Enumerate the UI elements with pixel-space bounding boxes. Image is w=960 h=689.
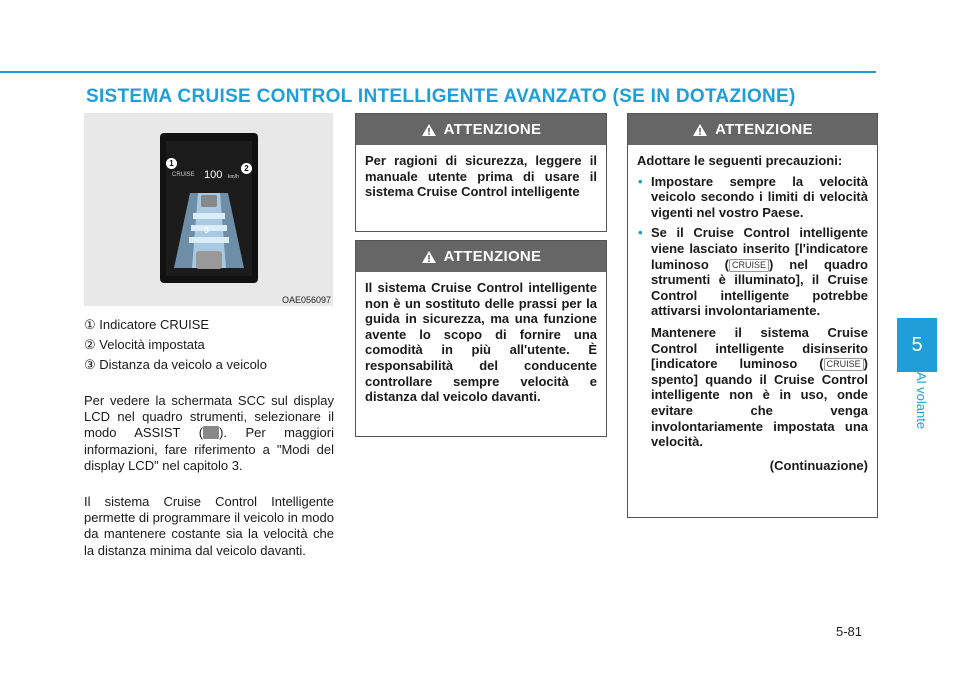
- speed-text: 100: [204, 169, 223, 181]
- precaution-text: Se il Cruise Control intelligente viene lasciato inserito [l'indicatore luminoso (: [651, 225, 868, 272]
- cruise-indicator-icon: CRUISE: [824, 358, 864, 371]
- legend-number: ③: [84, 357, 96, 372]
- callout-3: 3: [204, 226, 209, 235]
- lcd-display-image: [160, 133, 258, 283]
- warning-heading: ATTENZIONE: [443, 121, 542, 138]
- continuation-note: (Continuazione): [769, 457, 868, 473]
- precaution-text: Impostare sempre la velocità veicolo secondo i limiti di velocità vigenti nel vostro Paese.: [651, 173, 868, 220]
- figure-legend: [84, 315, 334, 375]
- warning-triangle-icon: [421, 123, 437, 137]
- warning-text: Per ragioni di sicurezza, leggere il manuale utente prima di usare il sistema Cruise Control intelligente: [365, 153, 597, 200]
- precaution-text: ) spento] quando il Cruise Control intelligente non è in uso, onde evitare che venga involontariamente impostata una velocità.: [651, 356, 868, 450]
- warning-triangle-icon: [421, 250, 437, 264]
- precaution-subparagraph: [637, 325, 868, 450]
- callout-1: 1: [166, 158, 177, 169]
- warning-heading: ATTENZIONE: [715, 121, 813, 138]
- legend-item: [84, 315, 334, 335]
- body-paragraph-1: [84, 393, 334, 474]
- warning-header: [356, 114, 606, 145]
- body-paragraph-2: Il sistema Cruise Control Intelligente permette di programmare il veicolo in modo da mantenere costante sia la velocità che la distanza minima dal veicolo davanti.: [84, 494, 334, 558]
- legend-text: Distanza da veicolo a veicolo: [99, 357, 267, 372]
- legend-item: [84, 335, 334, 355]
- precaution-text: ) nel quadro strumenti è illuminato], il Cruise Control intelligente potrebbe attivarsi involontariamente.: [651, 256, 869, 319]
- precaution-item: [637, 174, 868, 221]
- warning-box-2: [355, 240, 607, 437]
- paragraph-text: Per vedere la schermata SCC sul display LCD nel quadro strumenti, selezionare il modo ASSIST (: [84, 393, 334, 441]
- paragraph-text: ). Per maggiori informazioni, fare riferimento a "Modi del display LCD" nel capitolo 3.: [84, 425, 335, 473]
- warning-triangle-icon: [692, 123, 708, 137]
- page-number: 5-81: [836, 624, 863, 639]
- warning-header: [356, 241, 606, 272]
- legend-item: [84, 355, 334, 375]
- warning-heading: ATTENZIONE: [443, 248, 542, 265]
- warning-box-1: [355, 113, 607, 232]
- header-rule: [0, 71, 876, 73]
- instrument-cluster-figure: [84, 113, 333, 306]
- precaution-item: [637, 225, 868, 319]
- chapter-tab: 5: [897, 318, 937, 372]
- legend-text: Velocità impostata: [99, 337, 205, 352]
- warning-box-3: [627, 113, 878, 518]
- legend-number: ②: [84, 337, 96, 352]
- bullet-icon: •: [638, 225, 643, 241]
- chapter-label: Al volante: [914, 372, 929, 430]
- unit-text: km/h: [228, 174, 239, 180]
- assist-mode-icon: [203, 426, 219, 439]
- cluster-illustration: [160, 133, 258, 283]
- precaution-list: [637, 174, 868, 319]
- warning-text: Il sistema Cruise Control intelligente non è un sostituto delle prassi per la guida in sicurezza, ma una funzione avente lo scopo di fornire una comodità in più all'utente. È responsabilità del conducente controllare sempre velocità e distanza dal veicolo davanti.: [365, 280, 597, 405]
- precaution-text: Mantenere il sistema Cruise Control intelligente disinserito [indicatore luminoso (: [651, 324, 868, 372]
- cruise-text: CRUISE: [172, 172, 195, 178]
- figure-code: OAE056097: [281, 295, 331, 305]
- legend-number: ①: [84, 317, 96, 332]
- section-title: SISTEMA CRUISE CONTROL INTELLIGENTE AVANZATO (SE IN DOTAZIONE): [86, 86, 796, 107]
- warning-header: [628, 114, 877, 145]
- legend-text: Indicatore CRUISE: [99, 317, 210, 332]
- warning-content: [628, 145, 877, 481]
- callout-2: 2: [241, 163, 252, 174]
- cruise-indicator-icon: CRUISE: [729, 259, 769, 272]
- warning-intro: Adottare le seguenti precauzioni:: [637, 153, 843, 168]
- bullet-icon: •: [638, 173, 643, 189]
